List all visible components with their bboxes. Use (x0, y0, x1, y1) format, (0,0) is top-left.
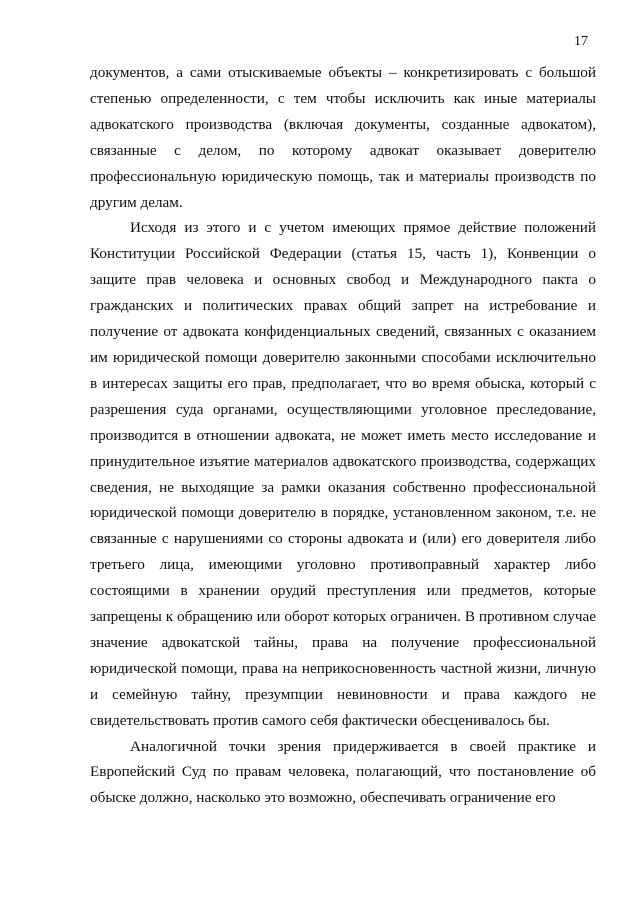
paragraph-continuation: документов, а сами отыскиваемые объекты – конкретизировать с большой степенью определенности, с тем чтобы исключить как иные материалы адвокатского производства (включая документы, созданные адвокатом), связанные с делом, по которому адвокат оказывает доверителю профессиональную юридическую помощь, так и материалы производств по другим делам. (90, 64, 596, 211)
page-number: 17 (574, 34, 588, 49)
document-body (90, 60, 596, 811)
paragraph-european-court: Аналогичной точки зрения придерживается в своей практике и Европейский Суд по правам человека, полагающий, что постановление об обыске должно, насколько это возможно, обеспечивать ограничение его (90, 737, 596, 807)
paragraph-main-argument: Исходя из этого и с учетом имеющих прямое действие положений Конституции Российской Федерации (статья 15, часть 1), Конвенции о защите прав человека и основных свобод и Международного пакта о гражданских и политических правах общий запрет на истребование и получение от адвоката конфиденциальных сведений, связанных с оказанием им юридической помощи доверителю законными способами исключительно в интересах защиты его прав, предполагает, что во время обыска, который с разрешения суда органами, осуществляющими уголовное преследование, производится в отношении адвоката, не может иметь место исследование и принудительное изъятие материалов адвокатского производства, содержащих сведения, не выходящие за рамки оказания собственно профессиональной юридической помощи доверителю в порядке, установленном законом, т.е. не связанные с нарушениями со стороны адвоката и (или) его доверителя либо третьего лица, имеющими уголовно противоправный характер либо состоящими в хранении орудий преступления или предметов, которые запрещены к обращению или оборот которых ограничен. В противном случае значение адвокатской тайны, права на получение профессиональной юридической помощи, права на неприкосновенность частной жизни, личную и семейную тайну, презумпции невиновности и права каждого не свидетельствовать против самого себя фактически обесценивалось бы. (90, 219, 596, 729)
